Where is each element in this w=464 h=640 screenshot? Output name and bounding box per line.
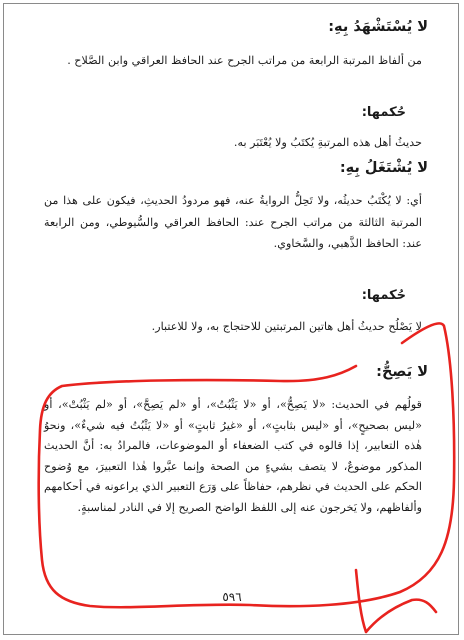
ruling-heading-1: حُكمها: [361, 105, 406, 120]
ruling-heading-2: حُكمها: [361, 288, 406, 303]
ruling-body-2: لا يَصْلُح حديثُ أهل هاتين المرتبتين للاحتجاج به، ولا للاعتبار. [151, 320, 422, 333]
ruling-body-1: حديثُ أهل هذه المرتبةِ يُكتَبُ ولا يُعْتَبَر به. [233, 136, 422, 149]
page-number: ٥٩٦ [222, 590, 242, 604]
entry-heading-la-yustashhad: لا يُسْتَشْهَدُ بِهِ: [328, 19, 428, 35]
entry-body-la-yasih: قولُهم في الحديث: «لا يَصِحُّ»، أو «لا يَثْبُتُ»، أو «لم يَصِحَّ»، أو «لم يَثْبُتْ»، أو «ليس بصحيحٍ»، أو «ليس بثابتٍ»، أو «غيرُ ثابتٍ» أو «لا يَثْبُتُ فيه شيءٌ»، ونحوُ هٰذه التعابير، إذا قالوه في كتب الضعفاء أو الموضوعات، فالمرادُ به: أنَّ الحديث المذكور موضوعٌ، لا يتصف بشيءٍ من الصحة وإنما عبَّروا هٰذا التعبيرَ، مع وُضوح الحكم على الحديث في نظرهم، حفاظاً على وَرَع التعبير الذي يراعونه في أحكامهم وألفاظهم، ولا يَخرجون عنه إلى اللفظ الواضح الصريح إلا في النادر لمناسبةٍ. [44, 398, 422, 514]
entry-body-la-yushtaghal: أي: لا يُكْتَبُ حديثُه، ولا تَحِلُّ الروايةُ عنه، فهو مردودُ الحديثِ، فيكون على هذا من المرتبة الثالثة من مراتب الجرح عند: الحافظ العراقي والسُّيوطي، ومن الرابعة عند: الحافظ الذَّهبي، والسَّخاوي. [44, 194, 422, 250]
entry-body-la-yustashhad: من ألفاظ المرتبة الرابعة من مراتب الجرح عند الحافظ العراقي وابن الصَّلاح . [67, 54, 422, 67]
entry-heading-la-yushtaghal: لا يُشْتَغَلُ بِهِ: [339, 160, 428, 176]
entry-heading-la-yasih: لا يَصِحُّ: [376, 364, 428, 380]
